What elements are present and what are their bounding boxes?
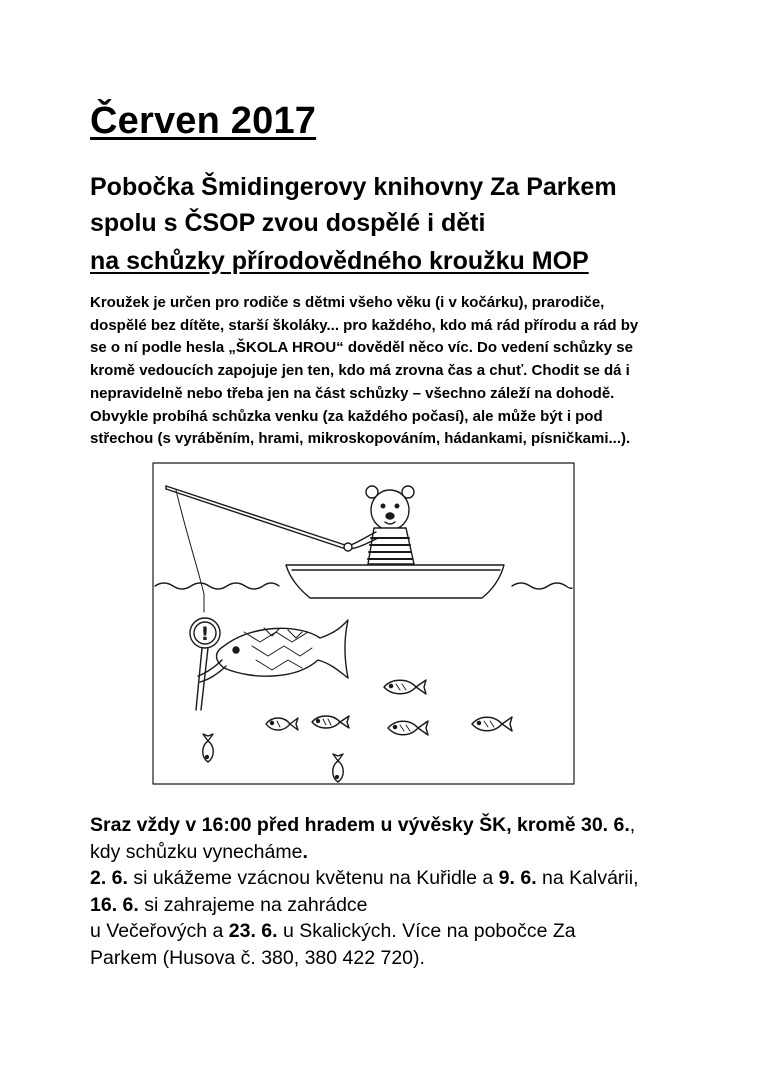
small-fish-7 bbox=[333, 754, 344, 782]
event-text-3: si zahrajeme na zahrádce bbox=[138, 893, 368, 916]
meeting-comma: , bbox=[629, 814, 636, 836]
small-fish-3 bbox=[312, 716, 349, 728]
date-23-6: 23. 6. bbox=[228, 920, 278, 943]
intro-line: Obvykle probíhá schůzka venku (za každého počasí), ale může být i pod bbox=[90, 407, 603, 425]
big-fish bbox=[198, 620, 348, 682]
event-text-4: u Večeřových a bbox=[90, 920, 229, 943]
sign-exclamation-icon: ! bbox=[200, 623, 210, 645]
schedule-line-4 bbox=[90, 892, 730, 919]
headline-line-3: na schůzky přírodovědného kroužku MOP bbox=[90, 247, 589, 275]
event-text-5: u Skalických. Více na pobočce Za bbox=[277, 920, 576, 943]
small-fish-4 bbox=[388, 721, 428, 735]
skip-dot: . bbox=[302, 840, 308, 863]
schedule-line-3 bbox=[90, 865, 730, 892]
headline-line-2: spolu s ČSOP zvou dospělé i děti bbox=[90, 209, 486, 237]
boat bbox=[286, 565, 504, 598]
schedule-block bbox=[90, 812, 730, 972]
headline-line-1: Pobočka Šmidingerovy knihovny Za Parkem bbox=[90, 173, 617, 201]
bear-figure bbox=[344, 486, 414, 564]
meeting-info: Sraz vždy v 16:00 před hradem u vývěsky ŠK, kromě 30. 6. bbox=[90, 814, 630, 836]
warning-sign bbox=[190, 618, 220, 710]
skip-note: kdy schůzku vynecháme bbox=[90, 840, 303, 863]
page-title: Červen 2017 bbox=[90, 100, 317, 142]
event-text-1: si ukážeme vzácnou květenu na Kuřidle a bbox=[127, 867, 499, 890]
small-fish-5 bbox=[472, 717, 512, 731]
event-text-2: na Kalvárii, bbox=[536, 867, 639, 890]
intro-line: dospělé bez dítěte, starší školáky... pro každého, kdo má rád přírodu a rád by bbox=[90, 316, 639, 334]
intro-paragraph bbox=[90, 292, 690, 451]
intro-line: kromě vedoucích zapojuje jen ten, kdo má zrovna čas a chuť. Chodit se dá i bbox=[90, 362, 630, 380]
intro-line: nepravidelně nebo třeba jen na část schůzky – všechno záleží na dohodě. bbox=[90, 384, 615, 402]
small-fish-2 bbox=[266, 718, 298, 730]
intro-line: střechou (s vyráběním, hrami, mikroskopováním, hádankami, písničkami...). bbox=[90, 430, 631, 448]
date-2-6: 2. 6. bbox=[90, 867, 128, 890]
schedule-line-2 bbox=[90, 839, 730, 866]
contact-info: Parkem (Husova č. 380, 380 422 720). bbox=[90, 946, 425, 969]
date-16-6: 16. 6. bbox=[90, 893, 139, 916]
small-fish-1 bbox=[384, 680, 426, 694]
intro-line: Kroužek je určen pro rodiče s dětmi všeho věku (i v kočárku), prarodiče, bbox=[90, 294, 605, 311]
small-fish-6 bbox=[203, 734, 214, 762]
intro-line: se o ní podle hesla „ŠKOLA HROU“ dověděl něco víc. Do vedení schůzky se bbox=[90, 339, 633, 357]
schedule-line-5 bbox=[90, 918, 730, 945]
date-9-6: 9. 6. bbox=[498, 867, 537, 890]
schedule-line-1 bbox=[90, 812, 730, 839]
fishing-bear-illustration bbox=[152, 462, 575, 785]
